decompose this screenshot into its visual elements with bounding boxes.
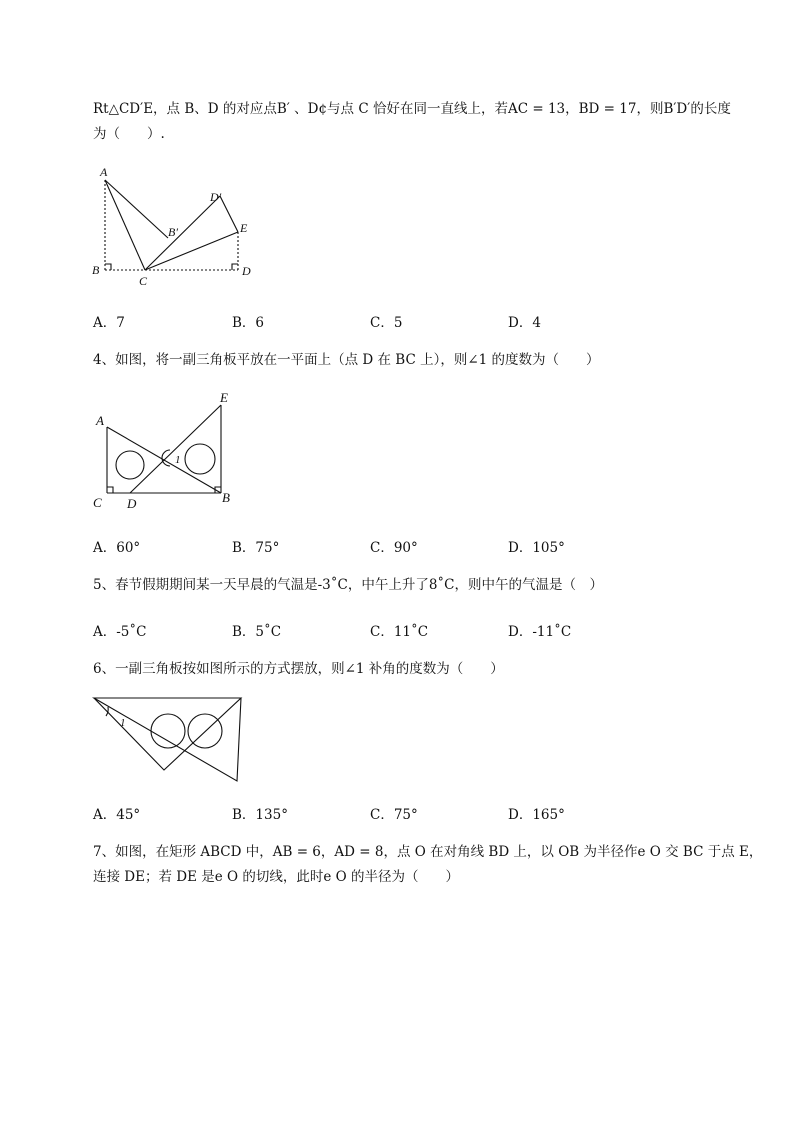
q5-option-a[interactable]: A．-5˚C (93, 624, 147, 640)
q5-option-c[interactable]: C．11˚C (370, 624, 429, 640)
q3-stem-line1: Rt△CD′E，点 B、D 的对应点B′ 、D¢与点 C 恰好在同一直线上，若AC = 13，BD = 17，则B′D′的长度 (93, 101, 731, 117)
q7-stem-line1: 7、如图，在矩形 ABCD 中，AB = 6，AD = 8，点 O 在对角线 BD 上，以 OB 为半径作e O 交 BC 于点 E， (93, 844, 763, 860)
q4-angle-arc (162, 450, 170, 466)
q6-hole-left (151, 714, 185, 748)
q4-stem: 4、如图，将一副三角板平放在一平面上（点 D 在 BC 上），则∠1 的度数为（ ） (93, 352, 600, 368)
q3-label-c: C (139, 274, 148, 288)
q6-option-d[interactable]: D．165° (508, 807, 565, 823)
q3-label-d: D (242, 264, 251, 278)
q5-stem: 5、春节假期期间某一天早晨的气温是-3˚C，中午上升了8˚C，则中午的气温是（ ） (93, 577, 603, 593)
q4-label-e: E (220, 390, 228, 405)
q6-triangle-top (94, 698, 241, 770)
q6-angle-arc (106, 707, 108, 716)
q3-right-angle-d (232, 264, 238, 270)
q3-option-b[interactable]: B．6 (232, 315, 265, 331)
q6-option-c[interactable]: C．75° (370, 807, 418, 823)
q4-option-a[interactable]: A．60° (93, 540, 141, 556)
q3-label-a: A (100, 165, 108, 179)
q3-option-d[interactable]: D．4 (508, 315, 541, 331)
q3-option-a[interactable]: A．7 (93, 315, 125, 331)
q3-option-c[interactable]: C．5 (370, 315, 403, 331)
q4-right-angle-b (215, 487, 221, 493)
q6-hole-right (188, 714, 222, 748)
q3-segment-ce (145, 232, 238, 270)
q3-segment-abp (105, 180, 168, 238)
q6-option-a[interactable]: A．45° (93, 807, 141, 823)
q3-segment-cdp (145, 196, 220, 270)
q3-label-bprime: B′ (168, 225, 178, 239)
q4-right-angle-c (107, 487, 113, 493)
q3-stem-line2: 为（ ）. (93, 126, 165, 142)
q6-angle-label: 1 (120, 717, 126, 729)
q4-segment-ab (107, 427, 221, 493)
q4-hole-right (185, 444, 215, 474)
q4-option-d[interactable]: D．105° (508, 540, 565, 556)
q3-right-angle-b (105, 264, 111, 270)
q5-option-d[interactable]: D．-11˚C (508, 624, 572, 640)
q4-option-c[interactable]: C．90° (370, 540, 418, 556)
q4-label-d: D (127, 496, 137, 511)
q4-label-a: A (96, 413, 104, 428)
q3-label-b: B (92, 263, 100, 277)
q7-stem-line2: 连接 DE；若 DE 是e O 的切线，此时e O 的半径为（ ） (93, 869, 460, 885)
q4-segment-de (130, 405, 221, 493)
q4-option-b[interactable]: B．75° (232, 540, 280, 556)
q6-stem: 6、一副三角板按如图所示的方式摆放，则∠1 补角的度数为（ ） (93, 661, 504, 677)
q6-option-b[interactable]: B．135° (232, 807, 288, 823)
q3-segment-dpe (220, 196, 238, 232)
q5-option-b[interactable]: B．5˚C (232, 624, 282, 640)
q3-segment-ac (105, 180, 145, 270)
q4-angle-label: 1 (175, 454, 181, 466)
q6-triangle-bottom (94, 698, 241, 781)
q3-label-e: E (240, 221, 248, 235)
q4-label-b: B (222, 490, 230, 505)
q4-hole-left (116, 451, 144, 479)
q3-label-dprime: D′ (210, 190, 222, 204)
q4-label-c: C (93, 495, 102, 510)
